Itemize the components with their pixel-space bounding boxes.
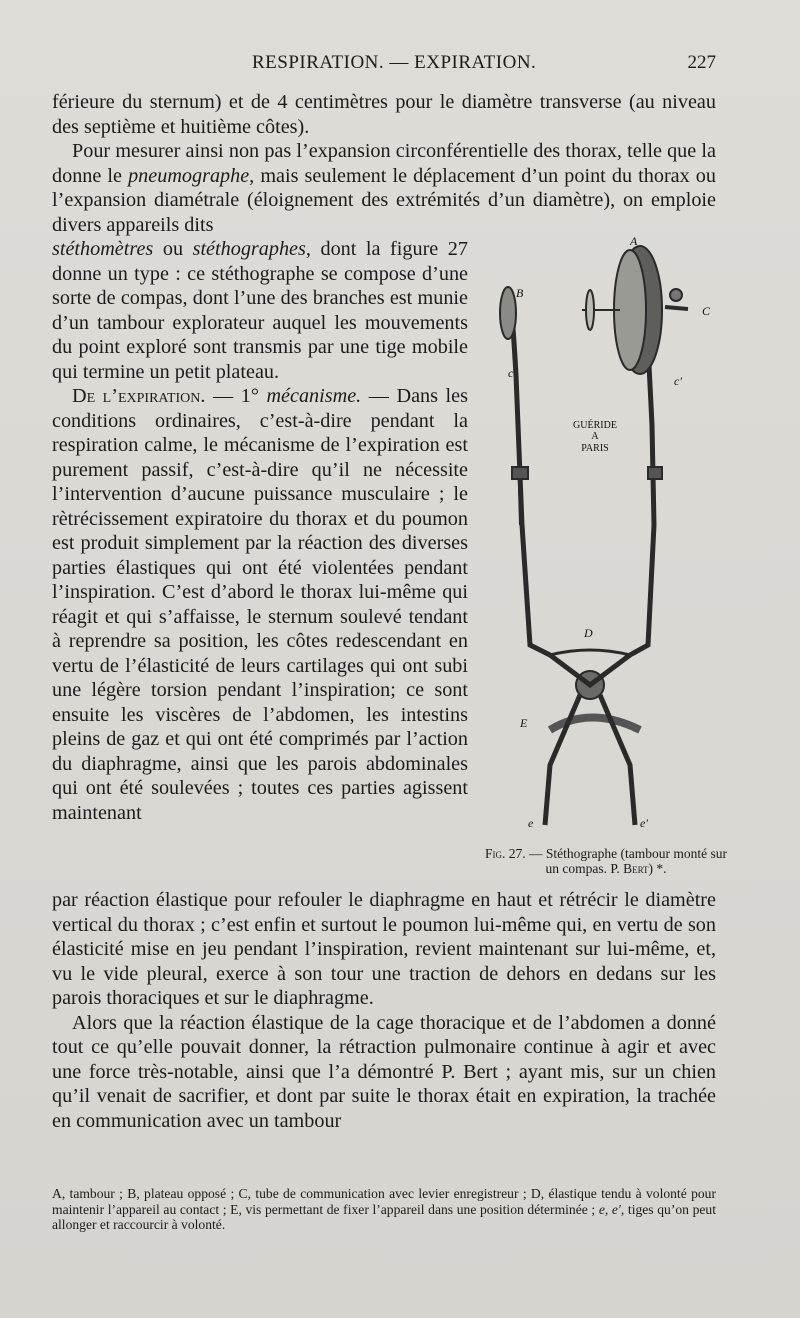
paragraph-2-head bbox=[52, 139, 716, 237]
paragraph-3-continued: par réaction élastique pour refouler le diaphragme en haut et rétrécir le diamètre vertical du thorax ; c’est enfin et surtout le poumon lui-même qui, en vertu de son élasticité mise en jeu pendant l’inspiration, revient maintenant sur lui-même, et, vu le vide pleural, exerce à son tour une traction de dehors en dedans sur les parois thoraciques et sur le diaphragme. bbox=[52, 889, 716, 1009]
label-c-small: c bbox=[508, 366, 514, 380]
stethograph-figure bbox=[480, 225, 730, 845]
label-c: C bbox=[702, 304, 711, 318]
paragraph-2-end: dont la figure 27 donne un type : ce stéthographe se compose d’une sorte de compas, dont l’une des branches est munie d’un tambour explorateur auquel les mouvements du point exploré sont transmis par une tige mobile qui termine un petit plateau. bbox=[52, 238, 468, 383]
footnote-rods: e, e′, bbox=[598, 1201, 625, 1217]
paragraph-2-mid: mais seulement le déplacement d’un point du thorax ou l’expansion diamétrale (éloignement des extrémités d’un diamètre), on emploie divers appareils dits bbox=[52, 164, 716, 236]
figure-caption bbox=[480, 846, 732, 876]
wrapped-text-block bbox=[52, 237, 468, 825]
footnote bbox=[52, 1186, 716, 1233]
maker-line-3: PARIS bbox=[581, 443, 609, 454]
label-b: B bbox=[516, 286, 524, 300]
section-subtitle: mécanisme. bbox=[266, 385, 362, 407]
caption-text: — Stéthographe (tambour monté sur un compas. P. bbox=[525, 846, 727, 876]
label-e-small: e bbox=[528, 816, 534, 830]
upper-text-block bbox=[52, 90, 716, 237]
paragraph-4: Alors que la réaction élastique de la cage thoracique et de l’abdomen a donné tout ce qu’elle pouvait donner, la rétraction pulmonaire continue à agir et avec une force très-notable, ainsi que l’a démontré P. Bert ; ayant mis, sur un chien qu’il venait de sacrifier, et dont par suite le thorax était en expiration, la trachée en communication avec un tambour bbox=[52, 1011, 716, 1132]
stethograph-illustration bbox=[480, 225, 730, 845]
section-dash: — 1° bbox=[205, 385, 267, 407]
label-d: D bbox=[584, 626, 593, 640]
paragraph-2-or: ou bbox=[153, 238, 193, 260]
term-stethographes: stéthographes, bbox=[192, 238, 311, 260]
paragraph-2-tail bbox=[52, 237, 468, 384]
paragraph-1: férieure du sternum) et de 4 centimètres pour le diamètre transverse (au niveau des septième et huitième côtes). bbox=[52, 91, 716, 138]
term-stethometres: stéthomètres bbox=[52, 238, 154, 260]
maker-line-2: A bbox=[591, 431, 599, 442]
running-title: RESPIRATION. — EXPIRATION. bbox=[252, 52, 537, 73]
caption-fig-number: Fig. 27. bbox=[485, 846, 526, 861]
label-a: A bbox=[630, 234, 638, 248]
running-header bbox=[52, 52, 716, 82]
label-e: E bbox=[520, 716, 528, 730]
caption-author: Bert bbox=[623, 861, 649, 876]
term-pneumographe: pneumographe, bbox=[128, 164, 255, 187]
maker-line-1: GUÉRIDE bbox=[573, 420, 617, 431]
lower-text-block bbox=[52, 888, 716, 1133]
paragraph-3-text: — Dans les conditions ordinaires, c’est-à-dire pendant la respiration calme, le mécanisme de l’expiration est purement passif, c’est-à-dire qu’il ne nécessite l’intervention d’aucune puissance musculaire ; le rètrécissement expiratoire du thorax et du poumon est produit simplement par la réaction des diverses parties élastiques qui ont été violentées pendant l’inspiration. C’est d’abord le thorax lui-même qui réagit et qui s’affaisse, le sternum soulevé tendant à reprendre sa position, les côtes redescendant en vertu de l’élasticité de leurs cartilages qui ont subi une légère torsion pendant l’inspiration; ce sont ensuite les viscères de l’abdomen, les intestins pleins de gaz et qui ont été comprimés par l’action du diaphragme, ainsi que les parois abdominales qui ont été soulevées ; toutes ces parties agissent maintenant bbox=[52, 385, 468, 824]
label-c-prime: c′ bbox=[674, 374, 682, 388]
caption-end: ) *. bbox=[648, 861, 667, 876]
page-number: 227 bbox=[687, 52, 716, 73]
paragraph-3 bbox=[52, 384, 468, 825]
label-e-prime: e′ bbox=[640, 816, 648, 830]
section-heading: De l’expiration. bbox=[72, 385, 206, 407]
paragraph-2-start: Pour mesurer ainsi non pas l’expansion circonférentielle des thorax, telle que la donne le bbox=[52, 140, 716, 187]
footnote-text: A, tambour ; B, plateau opposé ; C, tube de communication avec levier enregistreur ; D, élastique tendu à volonté pour maintenir l’appareil au contact ; E, vis permettant de fixer l’appareil dans une position déterminée ; bbox=[52, 1186, 716, 1217]
footnote-end: tiges qu’on peut allonger et raccourcir à volonté. bbox=[52, 1201, 716, 1233]
